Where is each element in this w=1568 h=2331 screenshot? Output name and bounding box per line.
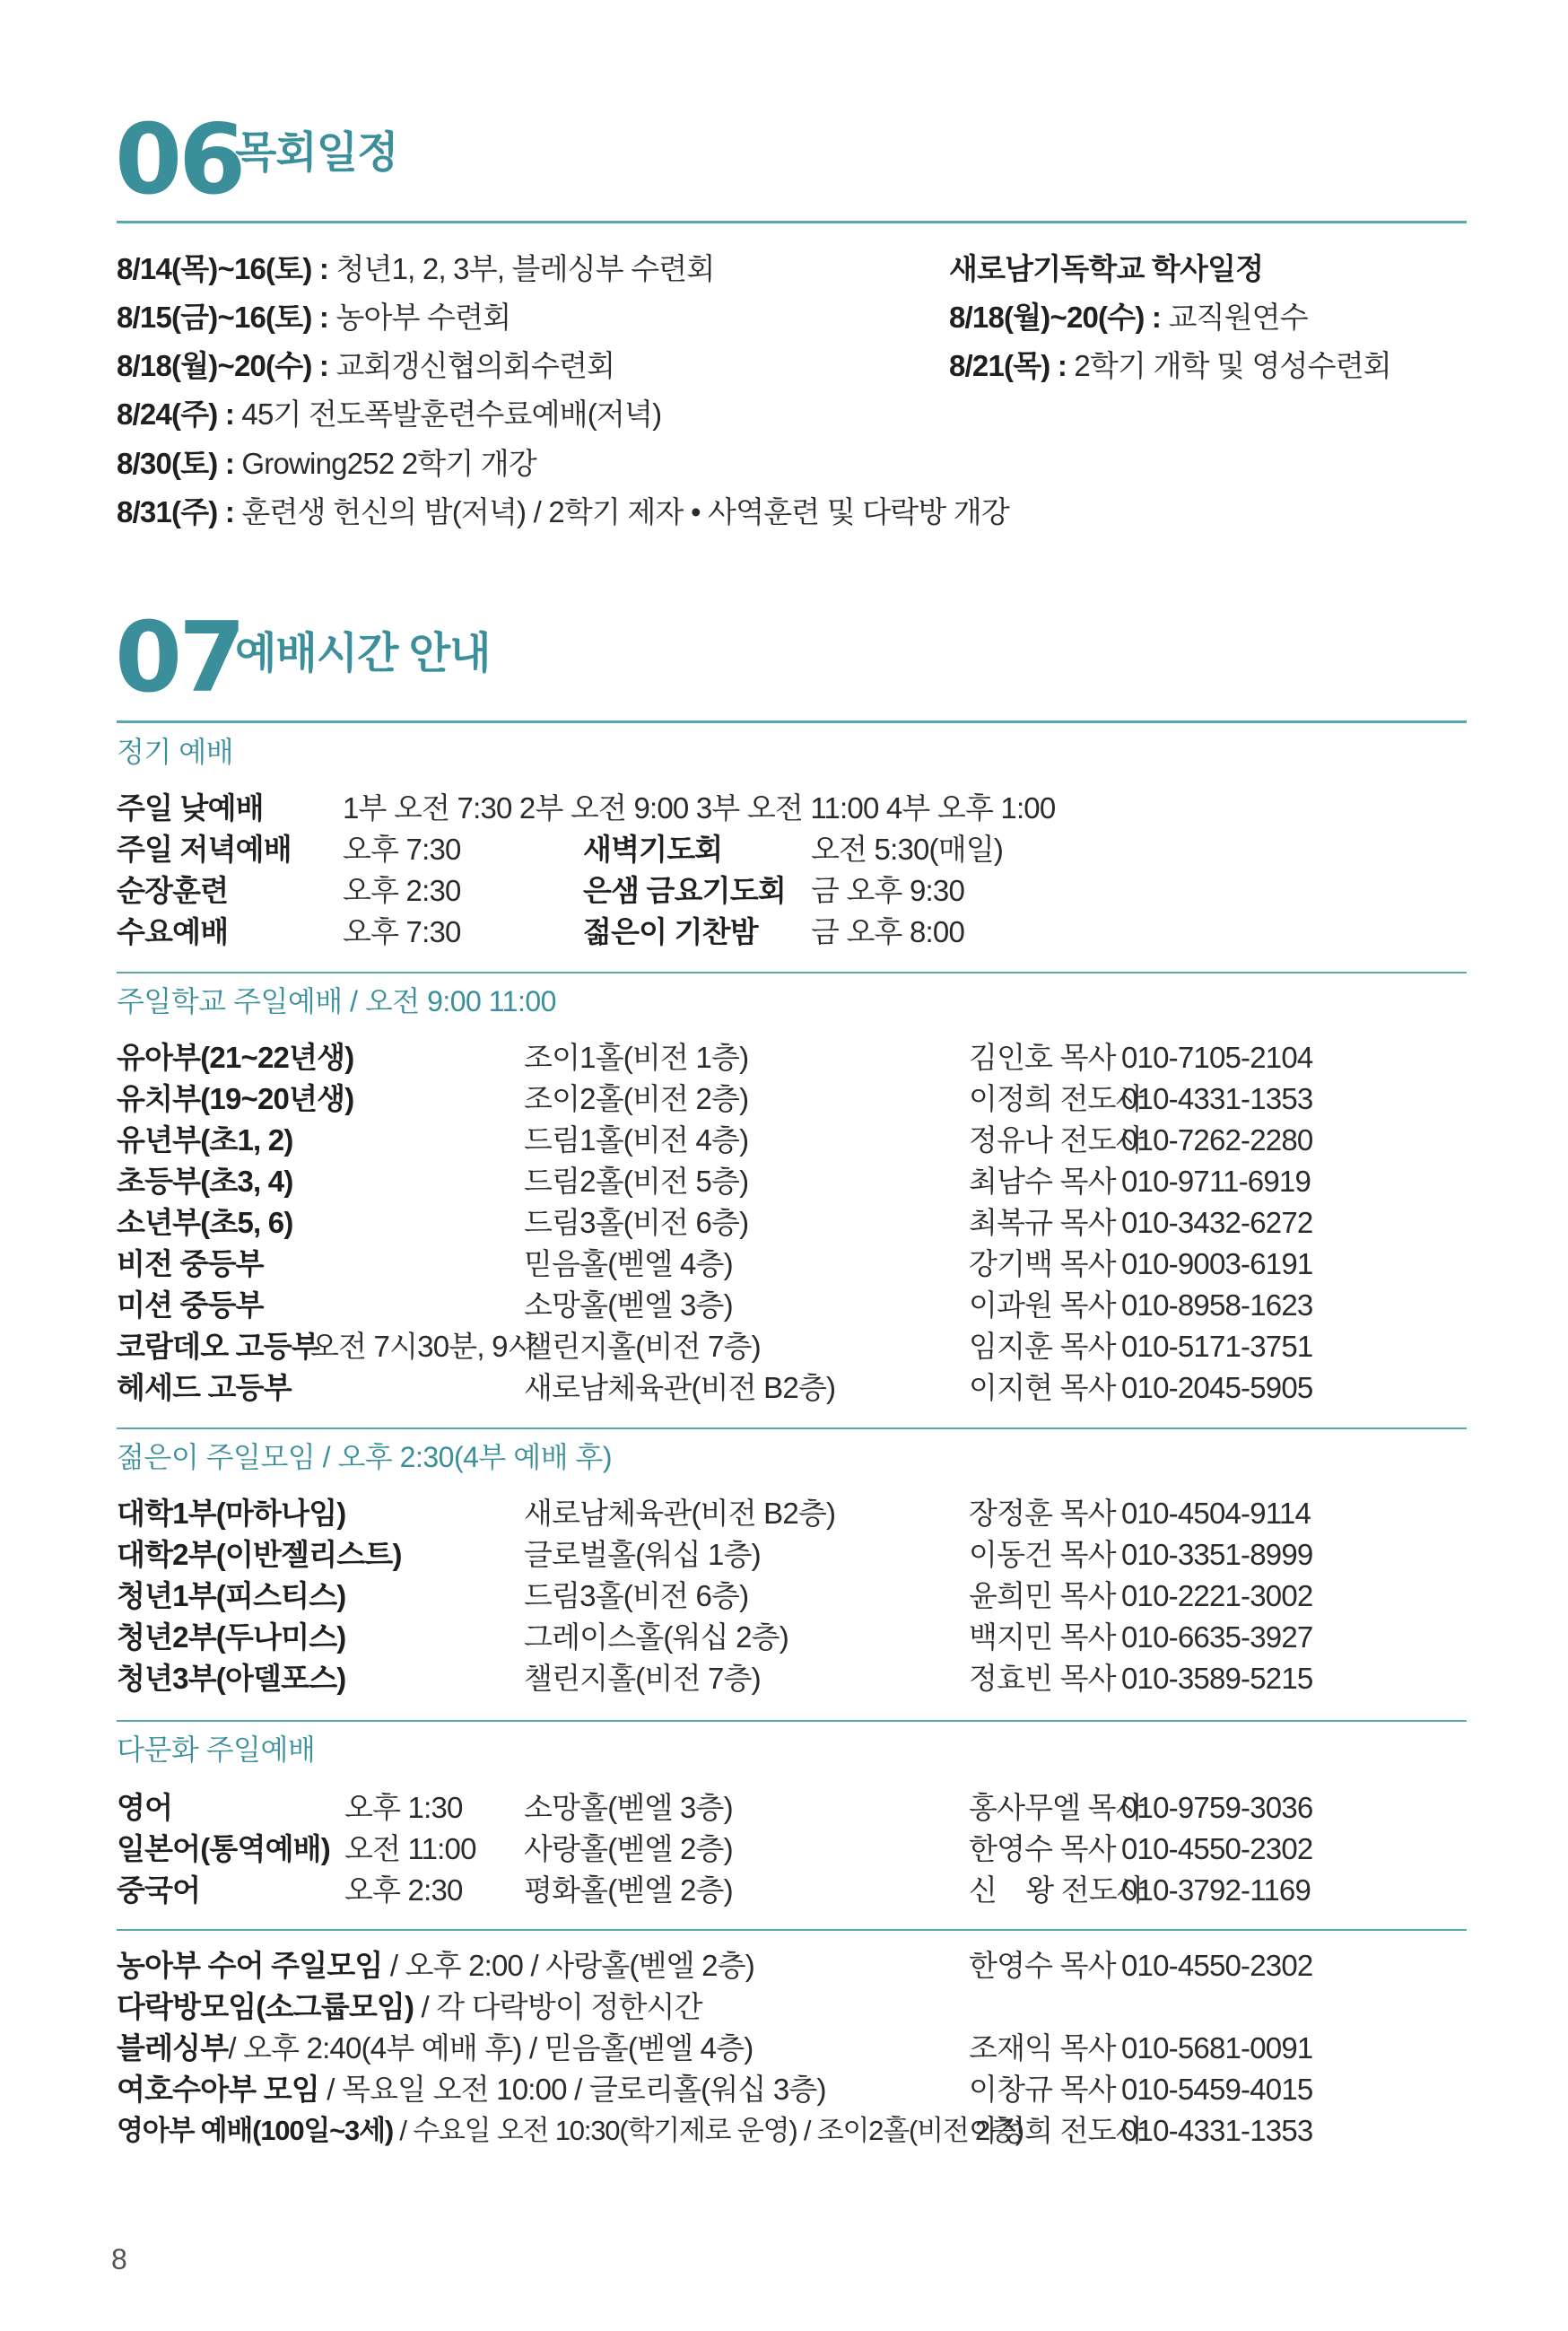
schedule-item: 8/24(주) : 45기 전도폭발훈련수료예배(저녁) — [117, 397, 662, 431]
schedule-item: 8/18(월)~20(수) : 교회갱신협의회수련회 — [117, 349, 615, 382]
school-schedule-item: 8/18(월)~20(수) : 교직원연수 — [949, 301, 1308, 334]
section-number: 06 — [115, 104, 243, 216]
subsection-title-regular: 정기 예배 — [117, 736, 234, 768]
section-07-header — [115, 602, 243, 714]
table-row: 일본어(통역예배) 오전 11:00 사랑홀(벧엘 2층) 한영수 목사 010-4550-2302 — [117, 1832, 1313, 1865]
table-row: 헤세드 고등부 새로남체육관(비전 B2층) 이지현 목사 010-2045-5905 — [117, 1371, 1313, 1404]
schedule-item: 8/15(금)~16(토) : 농아부 수련회 — [117, 301, 511, 334]
table-row: 청년3부(아델포스) 챌린지홀(비전 7층) 정효빈 목사 010-3589-5215 — [117, 1662, 1313, 1695]
table-row: 초등부(초3, 4) 드림2홀(비전 5층) 최남수 목사 010-9711-6919 — [117, 1165, 1311, 1198]
section-title: 예배시간 안내 — [235, 630, 491, 677]
table-row: 영어 오후 1:30 소망홀(벧엘 3층) 홍사무엘 목사 010-9759-3036 — [117, 1791, 1313, 1824]
school-schedule-title: 새로남기독학교 학사일정 — [949, 252, 1264, 285]
regular-service-row: 주일 낮예배 1부 오전 7:30 2부 오전 9:00 3부 오전 11:00 4부 오후 1:00 — [117, 791, 1056, 825]
table-row: 미션 중등부 소망홀(벧엘 3층) 이과원 목사 010-8958-1623 — [117, 1288, 1313, 1322]
table-row: 유아부(21~22년생) 조이1홀(비전 1층) 김인호 목사 010-7105-2104 — [117, 1041, 1313, 1074]
divider — [117, 1427, 1467, 1429]
regular-service-row: 수요예배 오후 7:30 젊은이 기찬밤 금 오후 8:00 — [117, 915, 964, 948]
divider — [117, 1929, 1467, 1931]
divider — [117, 1720, 1467, 1722]
table-row: 청년1부(피스티스) 드림3홀(비전 6층) 윤희민 목사 010-2221-3002 — [117, 1579, 1313, 1612]
table-row: 유년부(초1, 2) 드림1홀(비전 4층) 정유나 전도사 010-7262-2280 — [117, 1123, 1313, 1157]
subsection-title-sunday-school: 주일학교 주일예배 / 오전 9:00 11:00 — [117, 985, 556, 1017]
other-meeting-row: 블레싱부/ 오후 2:40(4부 예배 후) / 믿음홀(벧엘 4층) 조재익 목사 010-5681-0091 — [117, 2031, 1313, 2065]
divider — [117, 972, 1467, 973]
table-row: 소년부(초5, 6) 드림3홀(비전 6층) 최복규 목사 010-3432-6272 — [117, 1206, 1313, 1239]
subsection-title-youth: 젊은이 주일모임 / 오후 2:30(4부 예배 후) — [117, 1441, 612, 1473]
table-row: 유치부(19~20년생) 조이2홀(비전 2층) 이정희 전도사 010-4331-1353 — [117, 1082, 1313, 1115]
schedule-item: 8/31(주) : 훈련생 헌신의 밤(저녁) / 2학기 제자 • 사역훈련 및 다락방 개강 — [117, 495, 1009, 528]
regular-service-row: 순장훈련 오후 2:30 은샘 금요기도회 금 오후 9:30 — [117, 874, 964, 907]
subsection-title-multicultural: 다문화 주일예배 — [117, 1733, 316, 1766]
divider — [117, 221, 1467, 223]
table-row: 대학1부(마하나임) 새로남체육관(비전 B2층) 장정훈 목사 010-4504-9114 — [117, 1497, 1311, 1530]
other-meeting-row: 다락방모임(소그룹모임) / 각 다락방이 정한시간 — [117, 1990, 702, 2023]
table-row: 코람데오 고등부 오전 7시30분, 9시 챌린지홀(비전 7층) 임지훈 목사 010-5171-3751 — [117, 1330, 1313, 1363]
table-row: 대학2부(이반젤리스트) 글로벌홀(워십 1층) 이동건 목사 010-3351-8999 — [117, 1538, 1313, 1571]
table-row: 중국어 오후 2:30 평화홀(벧엘 2층) 신 왕 전도사 010-3792-1169 — [117, 1873, 1311, 1907]
schedule-item: 8/14(목)~16(토) : 청년1, 2, 3부, 블레싱부 수련회 — [117, 252, 715, 285]
school-schedule-item: 8/21(목) : 2학기 개학 및 영성수련회 — [949, 349, 1391, 382]
section-number: 07 — [115, 602, 243, 714]
schedule-item: 8/30(토) : Growing252 2학기 개강 — [117, 447, 536, 480]
section-06-header — [115, 104, 243, 216]
other-meeting-row: 영아부 예배(100일~3세) / 수요일 오전 10:30(학기제로 운영) / 조이2홀(비전 2층) 이정희 전도사 010-4331-1353 — [117, 2114, 1313, 2147]
divider — [117, 720, 1467, 723]
table-row: 비전 중등부 믿음홀(벧엘 4층) 강기백 목사 010-9003-6191 — [117, 1247, 1313, 1280]
other-meeting-row: 여호수아부 모임 / 목요일 오전 10:00 / 글로리홀(워십 3층) 이창규 목사 010-5459-4015 — [117, 2073, 1313, 2106]
other-meeting-row: 농아부 수어 주일모임 / 오후 2:00 / 사랑홀(벧엘 2층) 한영수 목사 010-4550-2302 — [117, 1949, 1313, 1982]
table-row: 청년2부(두나미스) 그레이스홀(워십 2층) 백지민 목사 010-6635-3927 — [117, 1620, 1313, 1654]
page-number: 8 — [111, 2243, 127, 2275]
section-title: 목회일정 — [235, 129, 398, 177]
regular-service-row: 주일 저녁예배 오후 7:30 새벽기도회 오전 5:30(매일) — [117, 833, 1004, 866]
